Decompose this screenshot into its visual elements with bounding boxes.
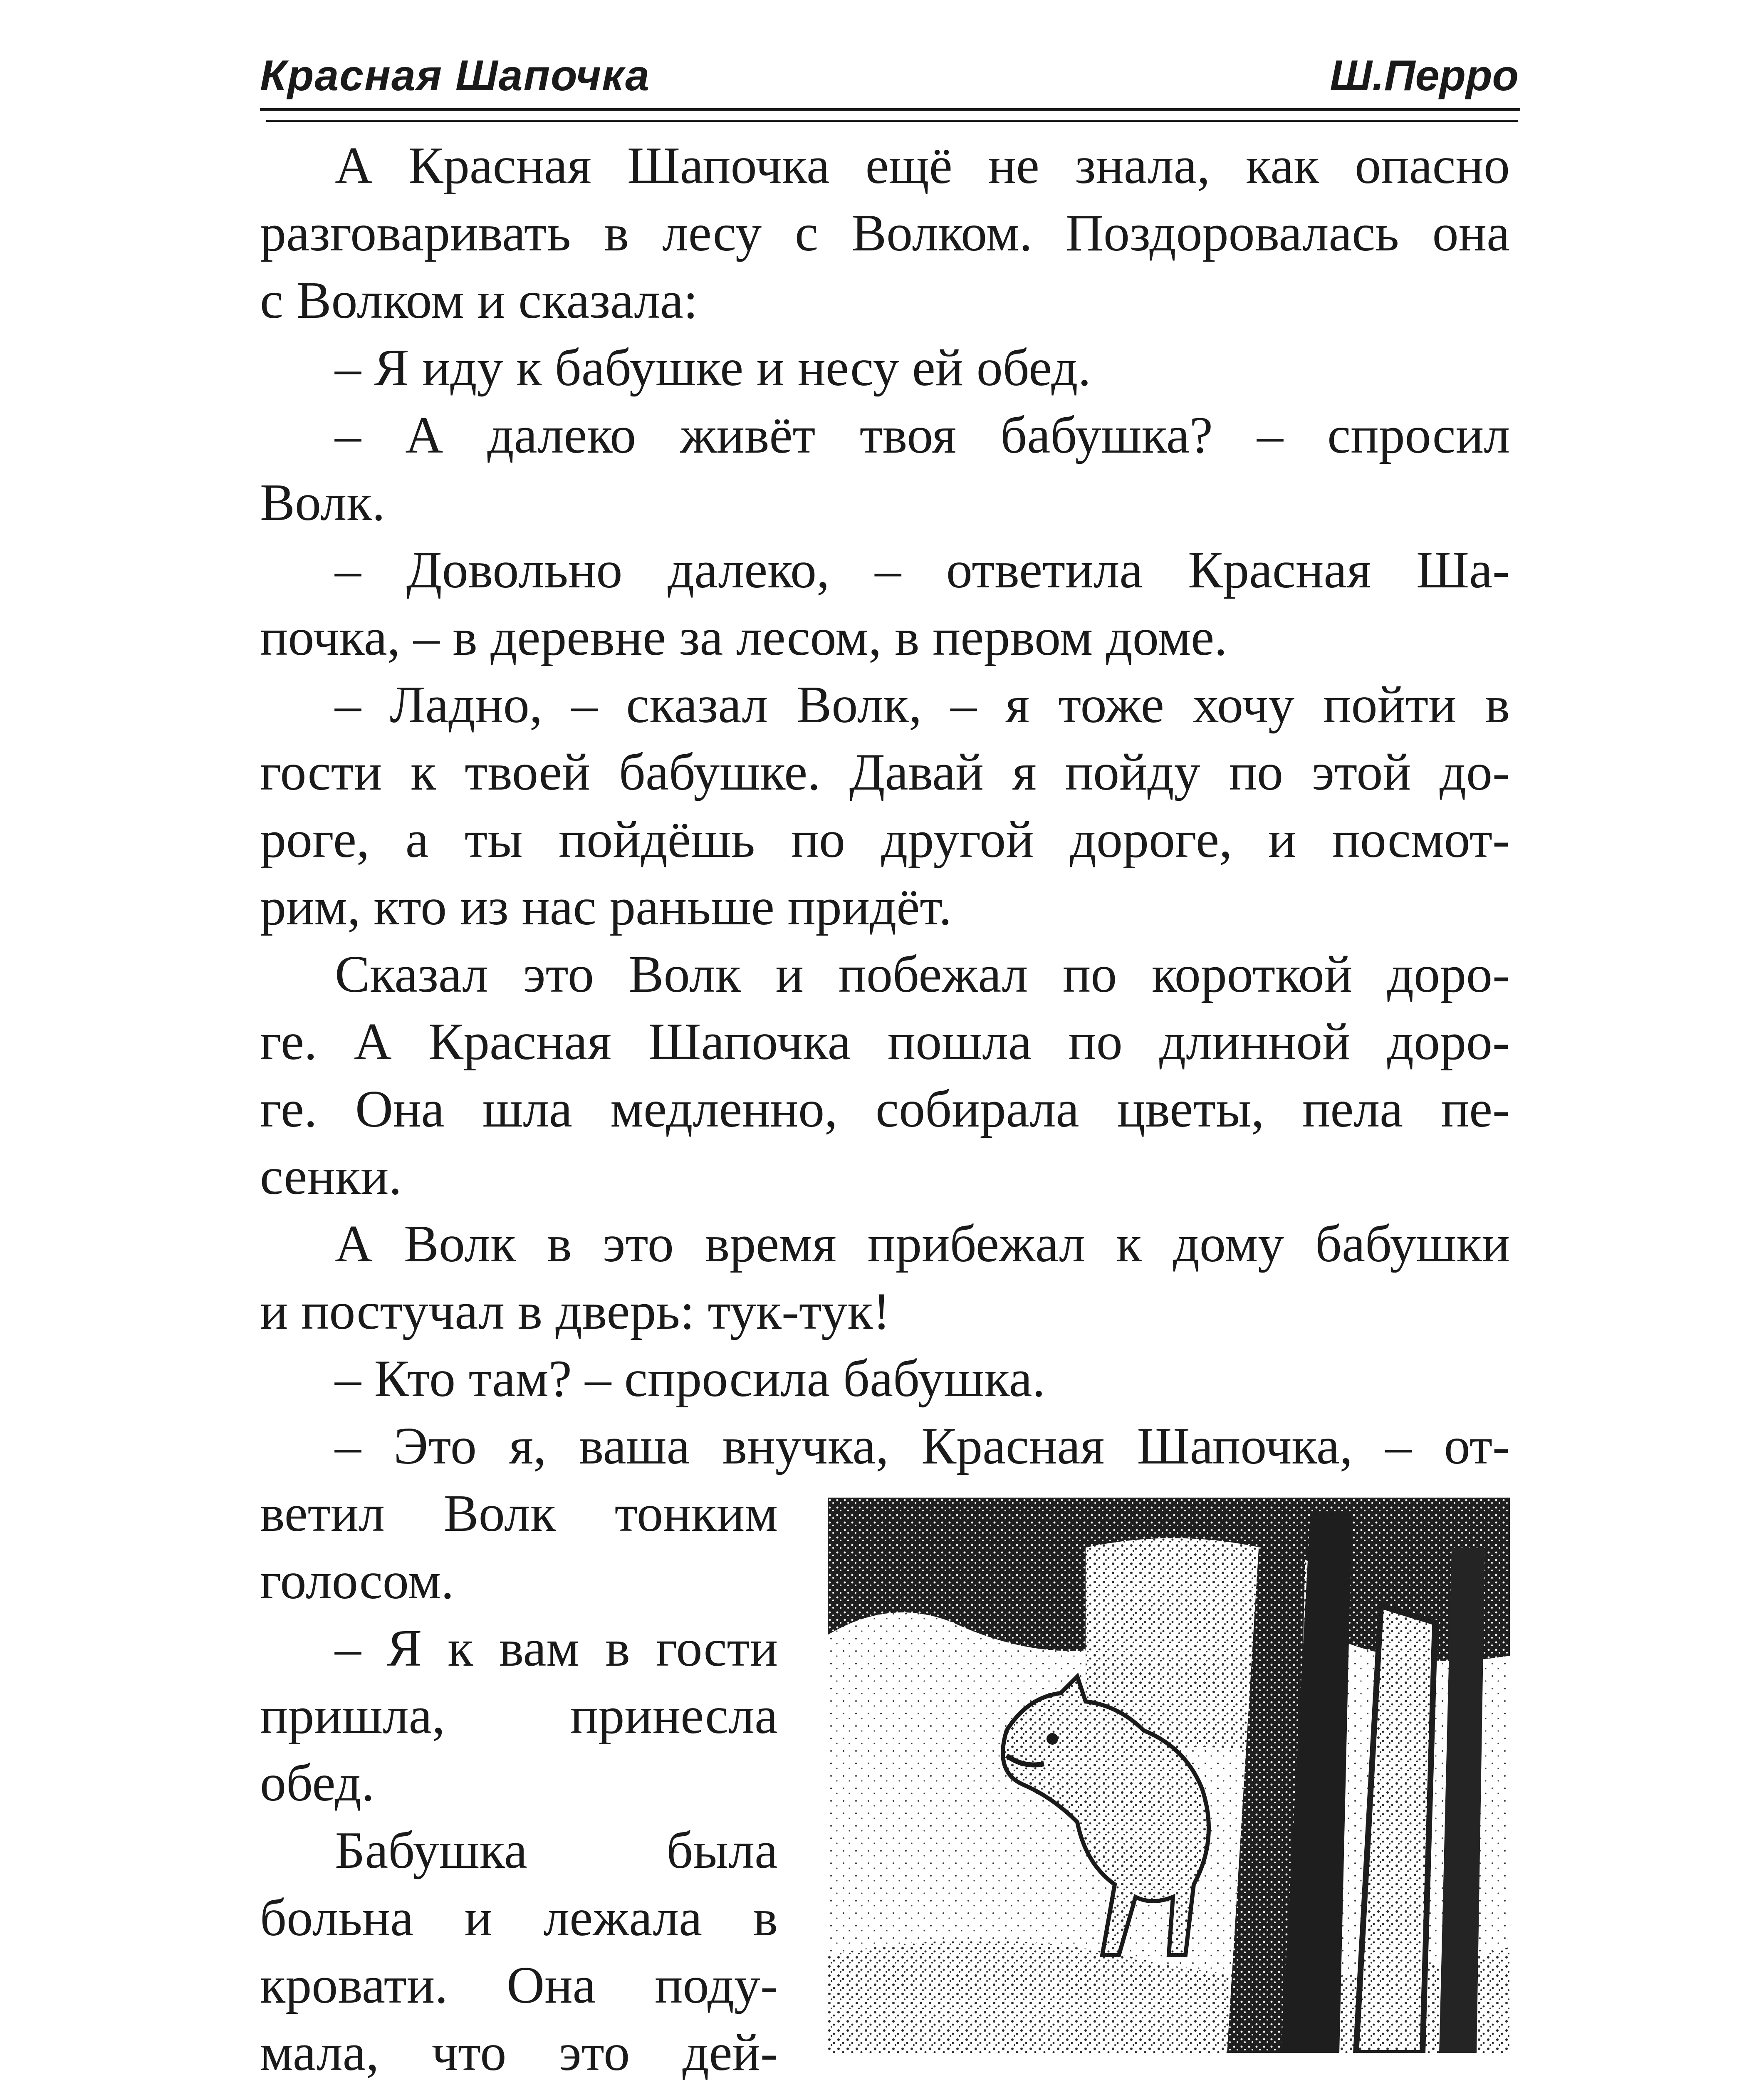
text-line: пришла, принесла [260,1687,778,1745]
text-line: сенки. [260,1148,402,1206]
wolf-eye [1047,1733,1058,1745]
text-line: ге. Она шла медленно, собирала цветы, пела пе- [260,1080,1510,1138]
text-line: гости к твоей бабушке. Давай я пойду по этой до- [260,743,1510,801]
text-line: голосом. [260,1552,454,1610]
text-line: – Кто там? – спросила бабушка. [335,1350,1046,1408]
text-line: обед. [260,1754,375,1812]
text-line: ветил Волк тонким [260,1485,778,1543]
body-text-full [260,132,1510,1480]
running-head-title: Красная Шапочка [260,52,650,100]
text-line: – Довольно далеко, – ответила Красная Ша- [335,541,1510,599]
text-line: А Красная Шапочка ещё не знала, как опасно [335,137,1510,195]
text-line: кровати. Она поду- [260,1956,778,2014]
text-line: больна и лежала в [260,1889,778,1947]
text-line: Волк. [260,474,385,532]
text-line: – Я иду к бабушке и несу ей обед. [335,339,1091,397]
illustration-svg [828,1498,1510,2053]
header-rule-thin [266,120,1518,122]
text-line: – Это я, ваша внучка, Красная Шапочка, – от- [335,1417,1510,1475]
text-line: – Я к вам в гости [335,1619,778,1677]
text-line: с Волком и сказала: [260,272,698,329]
text-line: – А далеко живёт твоя бабушка? – спросил [335,406,1510,464]
text-line: мала, что это дей- [260,2024,778,2080]
header-rule [260,108,1520,111]
text-line: рим, кто из нас раньше придёт. [260,878,952,936]
text-line: Бабушка была [335,1822,778,1879]
body-text-narrow [260,1480,778,2080]
text-line: роге, а ты пойдёшь по другой дороге, и посмот- [260,811,1510,869]
text-line: разговаривать в лесу с Волком. Поздоровалась она [260,204,1510,262]
text-line: – Ладно, – сказал Волк, – я тоже хочу пойти в [335,676,1510,734]
text-line: и постучал в дверь: тук-тук! [260,1283,891,1340]
running-head-author: Ш.Перро [1330,52,1519,100]
text-line: Сказал это Волк и побежал по короткой доро- [335,946,1510,1003]
wolf-in-forest-illustration [828,1498,1510,2053]
text-line: А Волк в это время прибежал к дому бабушки [335,1215,1510,1273]
text-line: ге. А Красная Шапочка пошла по длинной доро- [260,1013,1510,1071]
text-line: почка, – в деревне за лесом, в первом доме. [260,609,1227,666]
